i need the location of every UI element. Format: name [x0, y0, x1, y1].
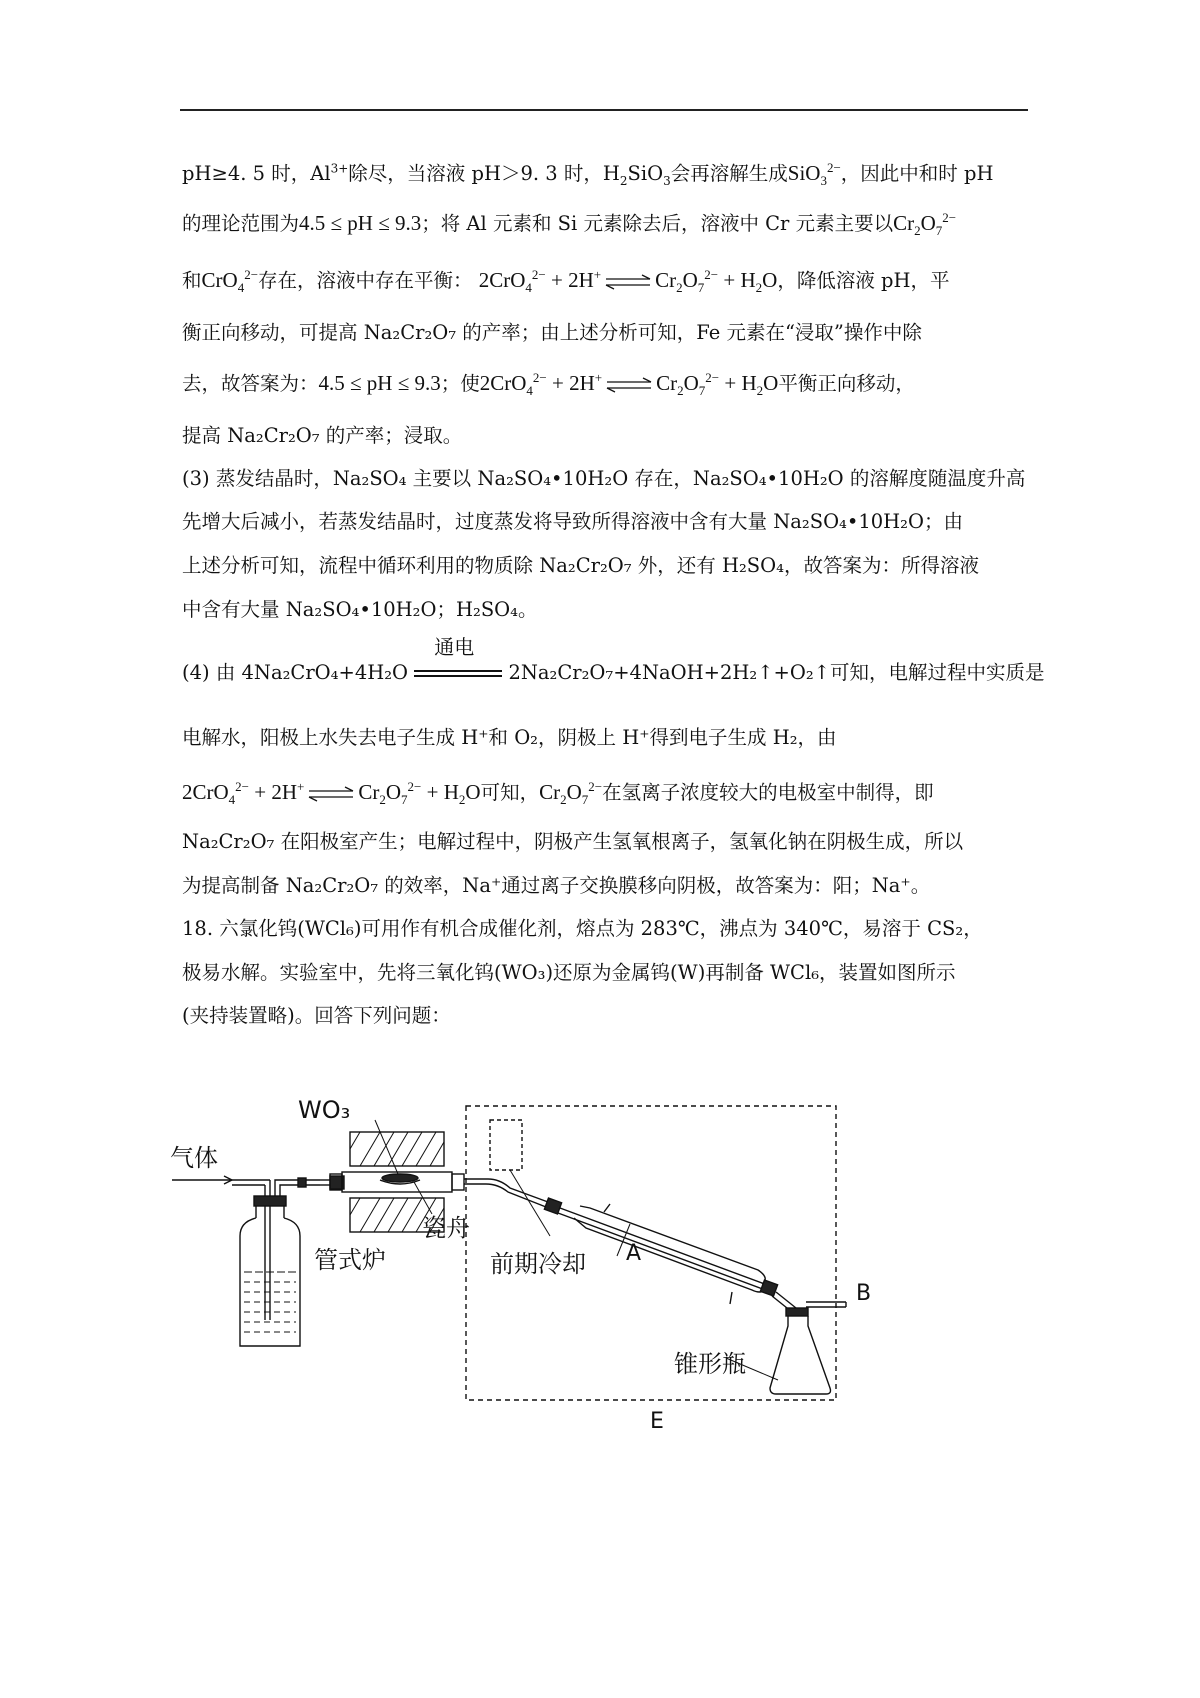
text: ，因此中和时 pH [840, 162, 994, 185]
chromate-ion: CrO$_4^{2-}$ [201, 267, 259, 296]
para-line-6: 提高 Na₂Cr₂O₇ 的产率；浸取。 [182, 424, 463, 447]
label-boat: 瓷舟 [422, 1214, 470, 1242]
text: SiO [627, 162, 664, 185]
label-furnace: 管式炉 [314, 1246, 386, 1274]
wash-bottle [232, 1180, 320, 1346]
para-line-1: pH≥4. 5 时，$Al^{3+}$除尽，当溶液 pH＞9. 3 时，$H_2SiO_3$会再溶解生成SiO$_3^{2-}$，因此中和时 pH [182, 160, 994, 189]
text: 2Na₂Cr₂O₇+4NaOH+2H₂↑+O₂↑可知，电解过程中实质是 [508, 661, 1045, 684]
para-line-4: 衡正向移动，可提高 Na₂Cr₂O₇ 的产率；由上述分析可知，Fe 元素在“浸取”操作中除 [182, 321, 922, 344]
ph-range: 4.5 ≤ pH ≤ 9.3 [299, 211, 422, 235]
text: ；将 Al 元素和 Si 元素除去后，溶液中 Cr 元素主要以 [421, 212, 894, 235]
para-line-2 [182, 210, 1022, 237]
text: 会再溶解生成 [670, 162, 788, 185]
text: pH≥4. 5 时，Al [182, 162, 331, 185]
header-rule [180, 109, 1028, 111]
q18-line-3: (夹持装置略)。回答下列问题： [182, 1004, 451, 1027]
dichromate-ion: $Cr_2O_7^{2-}$ [539, 779, 603, 808]
q4-line-2: 电解水，阳极上水失去电子生成 H⁺和 O₂，阴极上 H⁺得到电子生成 H₂，由 [182, 726, 837, 749]
electrolysis-condition [414, 634, 502, 684]
text: 在氢离子浓度较大的电极室中制得，即 [602, 781, 934, 804]
label-gas: 气体 [170, 1144, 218, 1172]
conical-flask [726, 1302, 846, 1394]
text: 可知， [480, 781, 540, 804]
q4-line-1 [182, 634, 1045, 686]
equilibrium-equation: 2CrO$_4^{2-}$ + 2H+ $Cr_2O_7^{2-} + H_2O$ [182, 779, 481, 808]
label-wo3: WO₃ [298, 1096, 351, 1124]
para-line-5 [182, 370, 1022, 397]
q4-line-5: 为提高制备 Na₂Cr₂O₇ 的效率，Na⁺通过离子交换膜移向阴极，故答案为：阳；Na⁺。 [182, 874, 931, 897]
label-precool: 前期冷却 [490, 1250, 586, 1278]
q3-line-2: 先增大后减小，若蒸发结晶时，过度蒸发将导致所得溶液中含有大量 Na₂SO₄•10H₂O；由 [182, 510, 963, 533]
text: 存在，溶液中存在平衡： [258, 269, 473, 292]
q3-line-4: 中含有大量 Na₂SO₄•10H₂O；H₂SO₄。 [182, 598, 538, 621]
apparatus-diagram [170, 1096, 970, 1512]
silicate-ion: SiO$_3^{2-}$ [787, 160, 841, 189]
text: 去，故答案为： [182, 372, 319, 395]
precool-box [490, 1120, 522, 1170]
label-b: B [856, 1281, 872, 1306]
text: ；使 [440, 372, 480, 395]
ph-range: 4.5 ≤ pH ≤ 9.3 [318, 371, 441, 395]
text: (4) 由 4Na₂CrO₄+4H₂O [182, 661, 409, 684]
equilibrium-equation: 2CrO$_4^{2-}$ + 2H+ $Cr_2O_7^{2-} + H_2O$ [478, 267, 778, 296]
q3-line-3: 上述分析可知，流程中循环利用的物质除 Na₂Cr₂O₇ 外，还有 H₂SO₄，故答案为：所得溶液 [182, 554, 979, 577]
text: 除尽，当溶液 pH＞9. 3 时，H [348, 162, 620, 185]
text: ，降低溶液 pH，平 [777, 269, 950, 292]
text: 的理论范围为 [182, 212, 300, 235]
q4-line-4: Na₂Cr₂O₇ 在阳极室产生；电解过程中，阴极产生氢氧根离子，氢氧化钠在阴极生成，所以 [182, 830, 964, 853]
q18-line-1: 18. 六氯化钨(WCl₆)可用作有机合成催化剂，熔点为 283℃，沸点为 340℃，易溶于 CS₂， [182, 917, 983, 940]
equilibrium-equation: 2CrO$_4^{2-}$ + 2H+ $Cr_2O_7^{2-} + H_2O$ [479, 370, 779, 399]
text: 平衡正向移动， [778, 372, 915, 395]
para-line-3 [182, 267, 1022, 294]
label-flask: 锥形瓶 [674, 1350, 746, 1378]
q18-line-2: 极易水解。实验室中，先将三氧化钨(WO₃)还原为金属钨(W)再制备 WCl₆，装置如图所示 [182, 961, 956, 984]
dichromate-ion: $Cr_2O_7^{2-}$ [893, 210, 957, 239]
label-e: E [650, 1409, 664, 1434]
q4-line-3 [182, 779, 1022, 806]
label-a: A [626, 1241, 642, 1266]
q3-line-1: (3) 蒸发结晶时，Na₂SO₄ 主要以 Na₂SO₄•10H₂O 存在，Na₂SO₄•10H₂O 的溶解度随温度升高 [182, 467, 1026, 490]
text: 和 [182, 269, 202, 292]
condition-label: 通电 [434, 634, 475, 659]
